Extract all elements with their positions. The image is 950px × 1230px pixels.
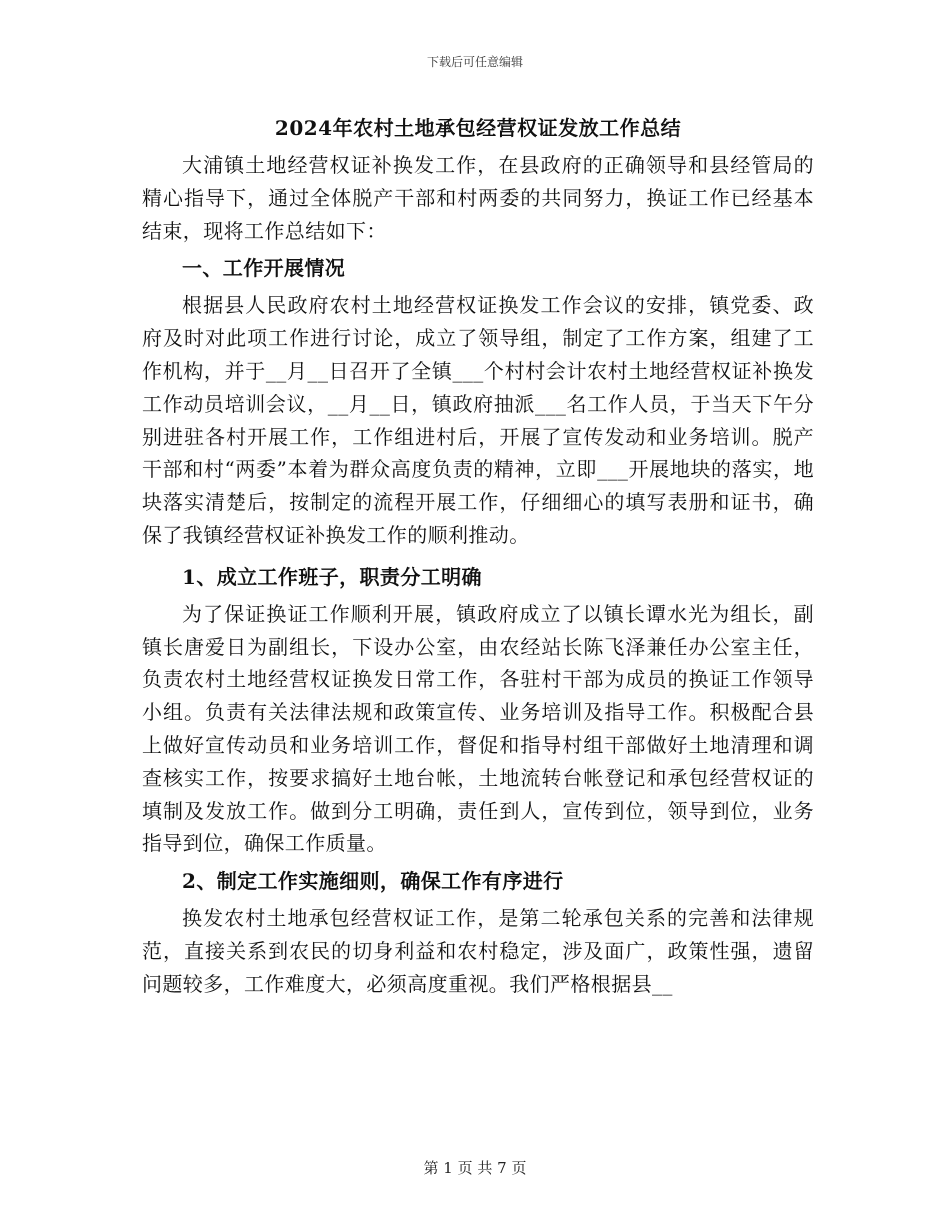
section-heading-work-progress: 一、工作开展情况 — [182, 256, 346, 281]
document-title: 2024年农村土地承包经营权证发放工作总结 — [274, 116, 682, 140]
document-body — [142, 113, 814, 1001]
subsection-heading-rules: 2、制定工作实施细则，确保工作有序进行 — [182, 869, 564, 894]
intro-paragraph: 大浦镇土地经营权证补换发工作，在县政府的正确领导和县经管局的精心指导下，通过全体脱产干部和村两委的共同努力，换证工作已经基本结束，现将工作总结如下： — [142, 153, 814, 243]
subsection-heading-team: 1、成立工作班子，职责分工明确 — [182, 564, 482, 589]
page-header-note: 下载后可任意编辑 — [426, 55, 523, 69]
subsection-paragraph-rules: 换发农村土地承包经营权证工作，是第二轮承包关系的完善和法律规范，直接关系到农民的切身利益和农村稳定，涉及面广，政策性强，遗留问题较多，工作难度大，必须高度重视。我们严格根据县__ — [142, 906, 814, 996]
section-paragraph-work-progress: 根据县人民政府农村土地经营权证换发工作会议的安排，镇党委、政府及时对此项工作进行讨论，成立了领导组，制定了工作方案，组建了工作机构，并于__月__日召开了全镇___个村村会计农村土地经营权证补换发工作动员培训会议，__月__日，镇政府抽派___名工作人员，于当天下午分别进驻各村开展工作，工作组进村后，开展了宣传发动和业务培训。脱产干部和村“两委”本着为群众高度负责的精神，立即___开展地块的落实，地块落实清楚后，按制定的流程开展工作，仔细细心的填写表册和证书，确保了我镇经营权证补换发工作的顺利推动。 — [142, 293, 814, 547]
subsection-paragraph-team: 为了保证换证工作顺利开展，镇政府成立了以镇长谭水光为组长，副镇长唐爱日为副组长，下设办公室，由农经站长陈飞泽兼任办公室主任，负责农村土地经营权证换发日常工作，各驻村干部为成员的换证工作领导小组。负责有关法律法规和政策宣传、业务培训及指导工作。积极配合县上做好宣传动员和业务培训工作，督促和指导村组干部做好土地清理和调查核实工作，按要求搞好土地台帐，土地流转台帐登记和承包经营权证的填制及发放工作。做到分工明确，责任到人，宣传到位，领导到位，业务指导到位，确保工作质量。 — [142, 601, 814, 856]
page-number: 第 1 页 共 7 页 — [423, 1159, 527, 1177]
